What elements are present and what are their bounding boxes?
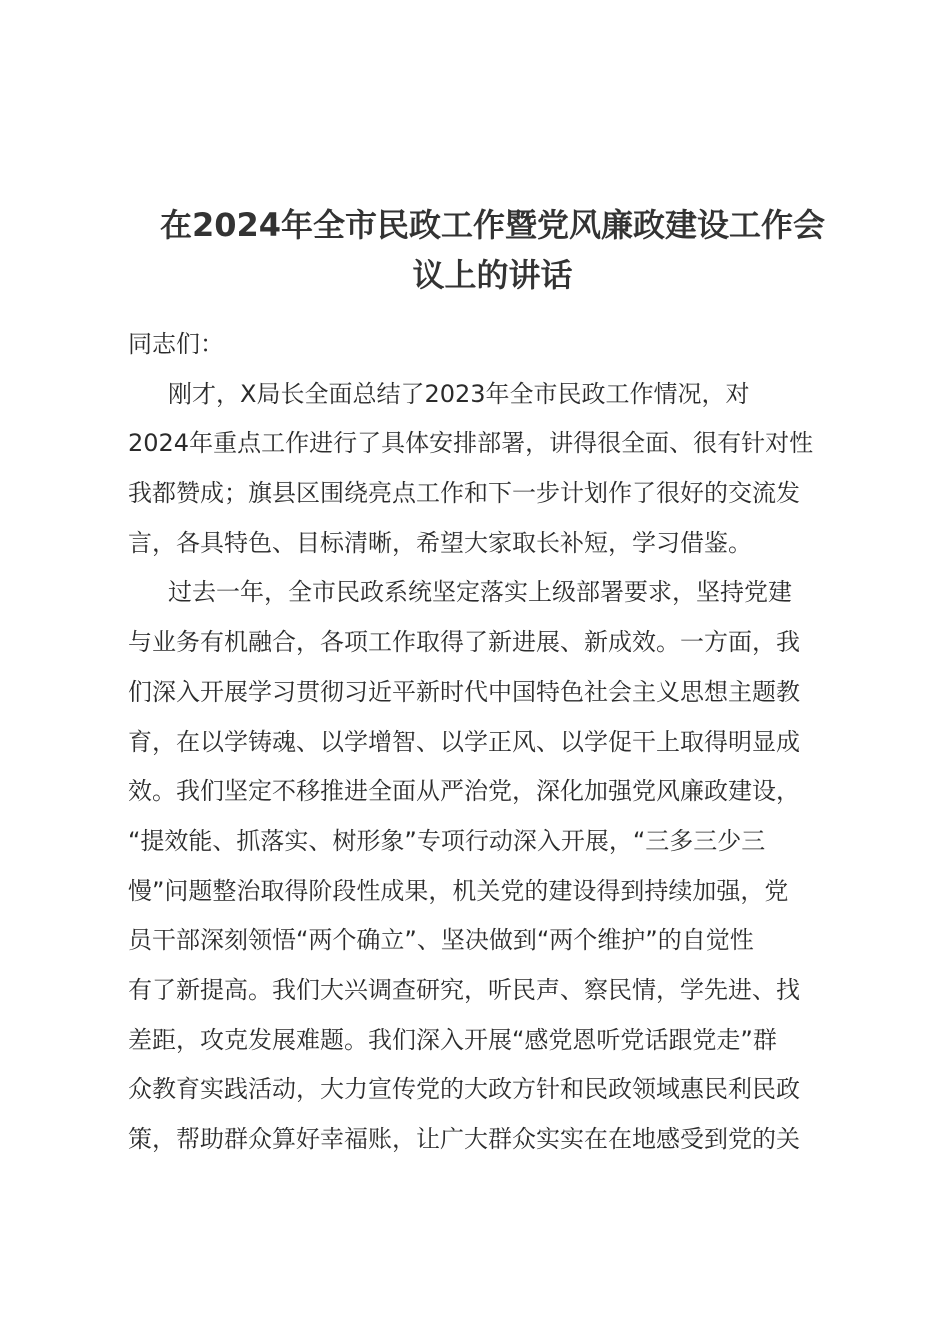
- paragraph-line: 2024年重点工作进行了具体安排部署，讲得很全面、很有针对性: [128, 429, 814, 458]
- paragraph-2: [128, 568, 873, 1164]
- paragraph-line: 效。我们坚定不移推进全面从严治党，深化加强党风廉政建设，: [128, 777, 800, 806]
- paragraph-line: 策，帮助群众算好幸福账，让广大群众实实在在地感受到党的关: [128, 1125, 800, 1153]
- paragraph-line: 过去一年，全市民政系统坚定落实上级部署要求，坚持党建: [168, 578, 792, 607]
- title-line-2: 议上的讲话: [412, 256, 573, 294]
- title-line-1: 在2024年全市民政工作暨党风廉政建设工作会: [159, 206, 826, 244]
- document-title: [120, 200, 865, 300]
- paragraph-line: 们深入开展学习贯彻习近平新时代中国特色社会主义思想主题教: [128, 677, 800, 706]
- paragraph-line: 刚才，X局长全面总结了2023年全市民政工作情况，对: [168, 379, 750, 408]
- paragraph-line: 我都赞成；旗县区围绕亮点工作和下一步计划作了很好的交流发: [128, 479, 800, 508]
- paragraph-line: 慢”问题整治取得阶段性成果，机关党的建设得到持续加强，党: [128, 876, 789, 905]
- paragraph-line: 与业务有机融合，各项工作取得了新进展、新成效。一方面，我: [128, 628, 800, 657]
- paragraph-line: 言，各具特色、目标清晰，希望大家取长补短，学习借鉴。: [128, 528, 752, 557]
- paragraph-line: 有了新提高。我们大兴调查研究，听民声、察民情，学先进、找: [128, 975, 800, 1004]
- paragraph-line: “提效能、抓落实、树形象”专项行动深入开展，“三多三少三: [128, 826, 766, 855]
- paragraph-1: [128, 370, 873, 569]
- paragraph-line: 育，在以学铸魂、以学增智、以学正风、以学促干上取得明显成: [128, 727, 800, 756]
- paragraph-line: 差距，攻克发展难题。我们深入开展“感党恩听党话跟党走”群: [128, 1025, 777, 1054]
- salutation: 同志们：: [128, 330, 224, 358]
- document-body: [128, 320, 873, 1165]
- paragraph-line: 员干部深刻领悟“两个确立”、坚决做到“两个维护”的自觉性: [128, 926, 754, 955]
- paragraph-line: 众教育实践活动，大力宣传党的大政方针和民政领域惠民利民政: [128, 1075, 800, 1104]
